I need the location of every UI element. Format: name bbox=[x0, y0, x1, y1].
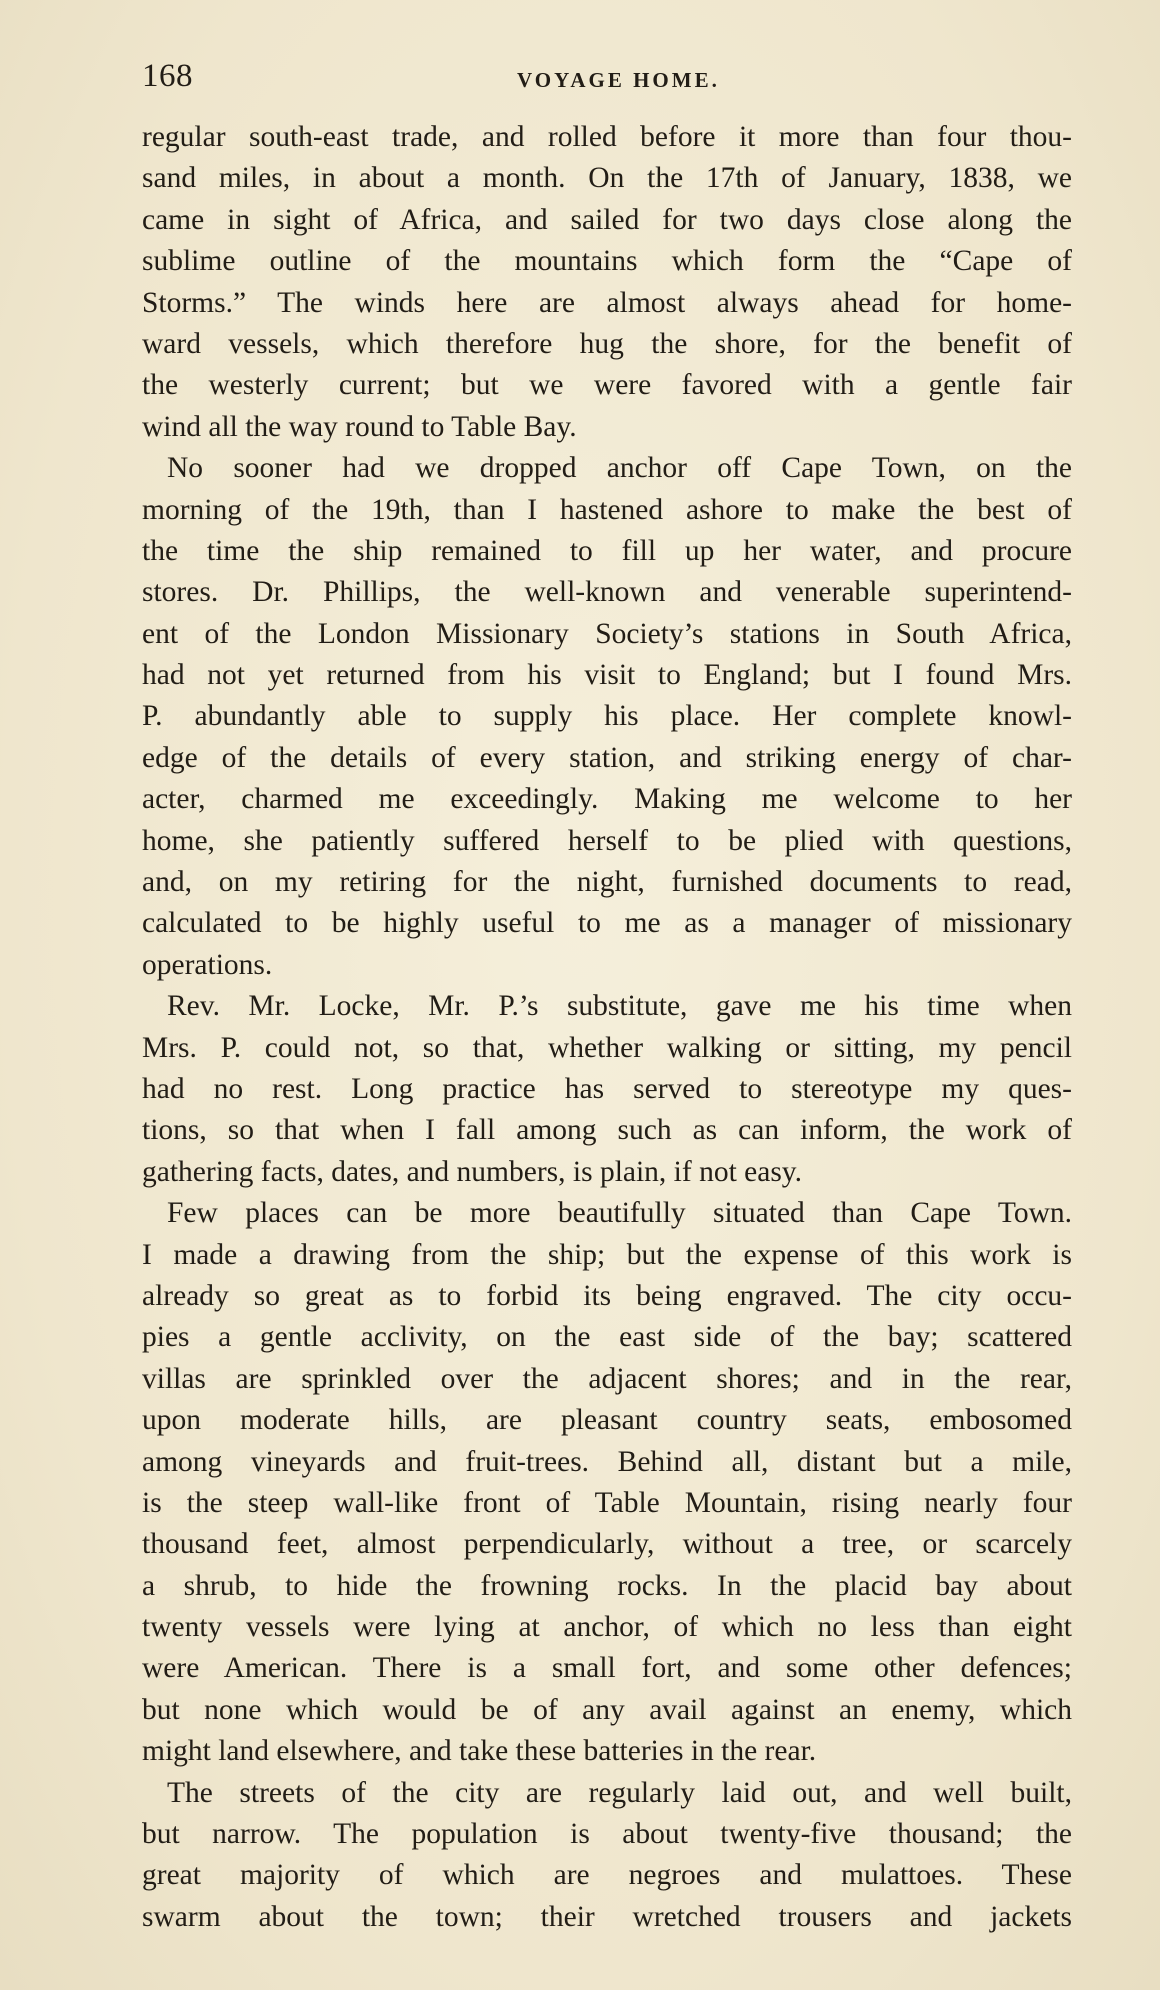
text-line: I made a drawing from the ship; but the expense of this work is bbox=[142, 1238, 1072, 1271]
text-line: Storms.” The winds here are almost always ahead for home- bbox=[142, 286, 1072, 319]
text-line: pies a gentle acclivity, on the east side of the bay; scattered bbox=[142, 1321, 1072, 1354]
text-line: upon moderate hills, are pleasant country seats, embosomed bbox=[142, 1404, 1072, 1437]
text-line: gathering facts, dates, and numbers, is plain, if not easy. bbox=[142, 1155, 803, 1188]
text-line: and, on my retiring for the night, furnished documents to read, bbox=[142, 866, 1072, 899]
text-line: but none which would be of any avail against an enemy, which bbox=[142, 1693, 1072, 1726]
text-line: among vineyards and fruit-trees. Behind all, distant but a mile, bbox=[142, 1445, 1072, 1478]
text-line: the time the ship remained to fill up her water, and procure bbox=[142, 534, 1072, 567]
text-line: the westerly current; but we were favored with a gentle fair bbox=[142, 369, 1072, 402]
text-line: sublime outline of the mountains which form the “Cape of bbox=[142, 245, 1072, 278]
text-line: morning of the 19th, than I hastened ashore to make the best of bbox=[142, 493, 1072, 526]
text-line: ward vessels, which therefore hug the shore, for the benefit of bbox=[142, 327, 1072, 360]
text-line: wind all the way round to Table Bay. bbox=[142, 410, 577, 443]
text-line: were American. There is a small fort, and some other defences; bbox=[142, 1652, 1072, 1685]
text-line: had not yet returned from his visit to England; but I found Mrs. bbox=[142, 659, 1072, 692]
text-line: ent of the London Missionary Society’s stations in South Africa, bbox=[142, 617, 1072, 650]
text-line: a shrub, to hide the frowning rocks. In the placid bay about bbox=[142, 1569, 1072, 1602]
text-line: regular south-east trade, and rolled before it more than four thou- bbox=[142, 121, 1072, 153]
text-line: The streets of the city are regularly laid out, and well built, bbox=[167, 1776, 1072, 1809]
text-line: edge of the details of every station, and striking energy of char- bbox=[142, 741, 1072, 774]
text-line: calculated to be highly useful to me as a manager of missionary bbox=[142, 907, 1072, 940]
text-line: came in sight of Africa, and sailed for two days close along the bbox=[142, 203, 1072, 236]
text-line: had no rest. Long practice has served to stereotype my ques- bbox=[142, 1072, 1072, 1105]
running-head: VOYAGE HOME. bbox=[517, 68, 720, 92]
text-line: great majority of which are negroes and mulattoes. These bbox=[142, 1859, 1072, 1892]
text-line: operations. bbox=[142, 948, 273, 981]
text-line: but narrow. The population is about twenty-five thousand; the bbox=[142, 1818, 1072, 1851]
body-text bbox=[142, 117, 1072, 1938]
text-line: stores. Dr. Phillips, the well-known and venerable superintend- bbox=[142, 576, 1072, 609]
text-line: Few places can be more beautifully situated than Cape Town. bbox=[167, 1197, 1072, 1230]
text-line: Mrs. P. could not, so that, whether walking or sitting, my pencil bbox=[142, 1031, 1072, 1064]
text-line: might land elsewhere, and take these batteries in the rear. bbox=[142, 1735, 817, 1768]
text-line: No sooner had we dropped anchor off Cape Town, on the bbox=[167, 452, 1072, 485]
text-line: home, she patiently suffered herself to be plied with questions, bbox=[142, 824, 1072, 857]
text-line: villas are sprinkled over the adjacent shores; and in the rear, bbox=[142, 1362, 1072, 1395]
text-line: swarm about the town; their wretched trousers and jackets bbox=[142, 1900, 1072, 1933]
text-line: Rev. Mr. Locke, Mr. P.’s substitute, gave me his time when bbox=[167, 990, 1072, 1023]
text-line: sand miles, in about a month. On the 17th of January, 1838, we bbox=[142, 162, 1072, 195]
text-line: tions, so that when I fall among such as can inform, the work of bbox=[142, 1114, 1072, 1147]
text-line: P. abundantly able to supply his place. Her complete knowl- bbox=[142, 700, 1072, 733]
text-line: thousand feet, almost perpendicularly, without a tree, or scarcely bbox=[142, 1528, 1072, 1561]
text-line: already so great as to forbid its being engraved. The city occu- bbox=[142, 1279, 1072, 1312]
page-header bbox=[142, 58, 1072, 98]
page-number: 168 bbox=[142, 58, 193, 94]
text-line: is the steep wall-like front of Table Mountain, rising nearly four bbox=[142, 1486, 1072, 1519]
text-line: twenty vessels were lying at anchor, of which no less than eight bbox=[142, 1611, 1072, 1644]
text-line: acter, charmed me exceedingly. Making me welcome to her bbox=[142, 783, 1072, 816]
